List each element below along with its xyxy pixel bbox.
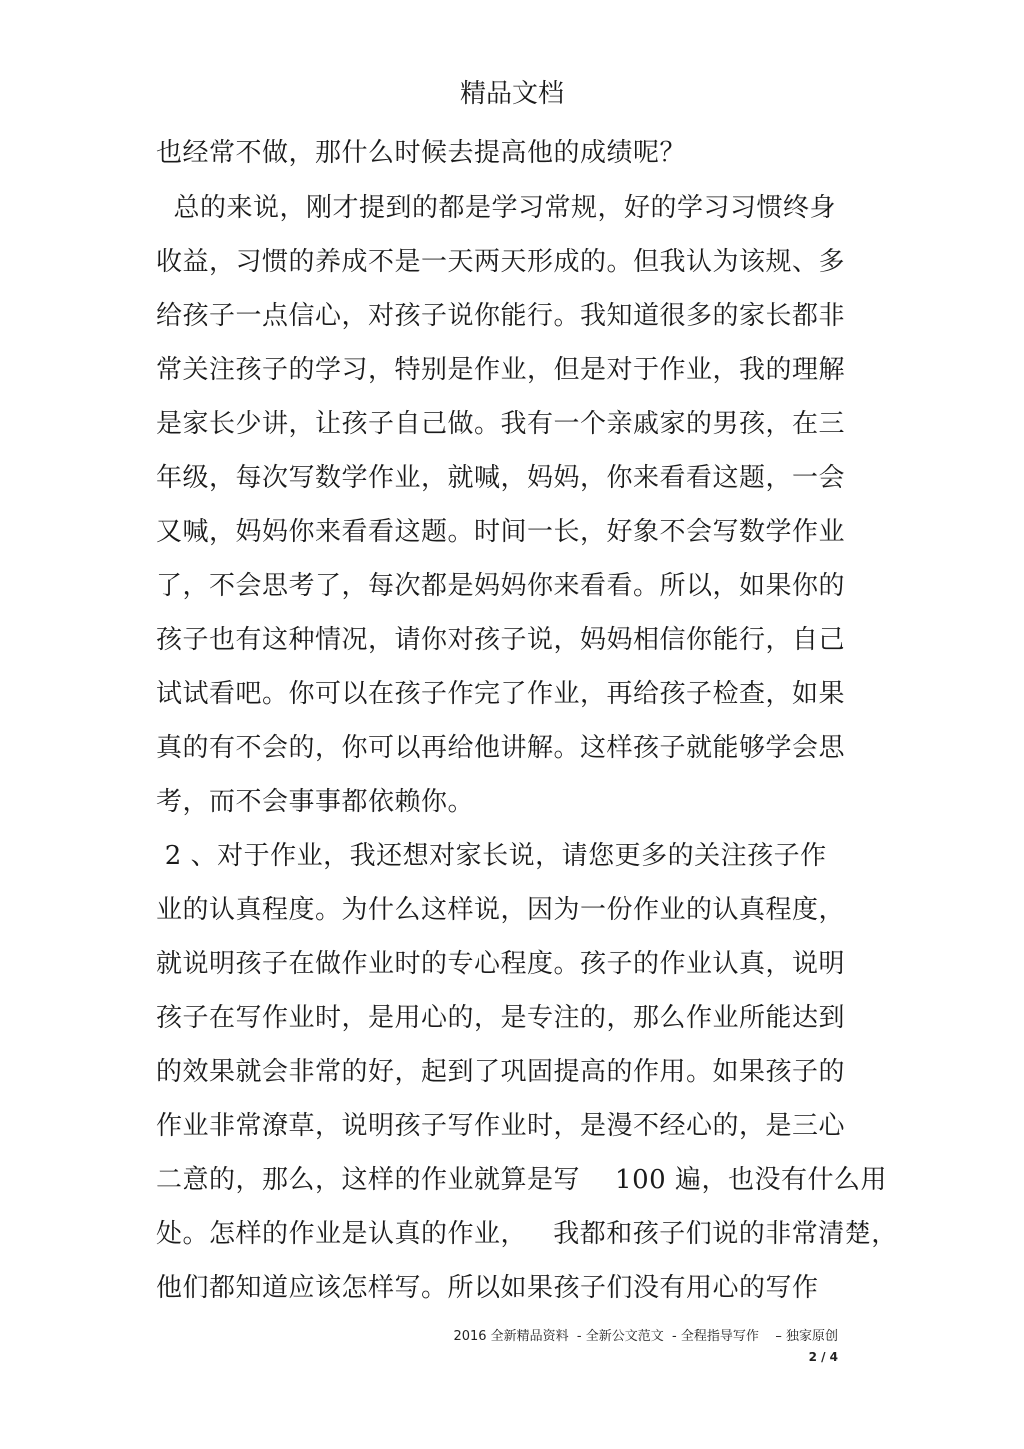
body-line: 孩子也有这种情况，请你对孩子说，妈妈相信你能行，自己 — [156, 625, 846, 655]
body-line: 收益，习惯的养成不是一天两天形成的。但我认为该规、多 — [156, 247, 846, 277]
body-line: 的效果就会非常的好，起到了巩固提高的作用。如果孩子的 — [156, 1057, 846, 1087]
body-line: 试试看吧。你可以在孩子作完了作业，再给孩子检查，如果 — [156, 679, 846, 709]
body-line: 了，不会思考了，每次都是妈妈你来看看。所以，如果你的 — [156, 571, 846, 601]
body-line: 业的认真程度。为什么这样说，因为一份作业的认真程度， — [156, 895, 846, 925]
page-number: 2 / 4 — [808, 1350, 838, 1364]
body-line: 处。怎样的作业是认真的作业， 我都和孩子们说的非常清楚， — [156, 1219, 898, 1249]
page-header-title: 精品文档 — [459, 79, 564, 109]
body-line: 二意的，那么，这样的作业就算是写 100 遍，也没有什么用 — [156, 1165, 887, 1195]
body-line: 是家长少讲，让孩子自己做。我有一个亲戚家的男孩，在三 — [156, 409, 846, 439]
body-line: 真的有不会的，你可以再给他讲解。这样孩子就能够学会思 — [156, 733, 846, 763]
body-line: 作业非常潦草，说明孩子写作业时，是漫不经心的，是三心 — [156, 1111, 846, 1141]
body-line: 总的来说，刚才提到的都是学习常规，好的学习习惯终身 — [156, 193, 837, 223]
footer-slogan: 2016 全新精品资料 - 全新公文范文 - 全程指导写作 – 独家原创 — [453, 1329, 838, 1344]
body-line: 也经常不做，那什么时候去提高他的成绩呢？ — [156, 138, 687, 168]
body-line: 常关注孩子的学习，特别是作业，但是对于作业，我的理解 — [156, 355, 846, 385]
body-line: 孩子在写作业时，是用心的，是专注的，那么作业所能达到 — [156, 1003, 846, 1033]
body-line: 他们都知道应该怎样写。所以如果孩子们没有用心的写作 — [156, 1273, 819, 1303]
body-line: 又喊，妈妈你来看看这题。时间一长，好象不会写数学作业 — [156, 517, 846, 547]
body-line: 给孩子一点信心，对孩子说你能行。我知道很多的家长都非 — [156, 301, 846, 331]
body-line: 考，而不会事事都依赖你。 — [156, 787, 475, 817]
body-line: 2 、对于作业，我还想对家长说，请您更多的关注孩子作 — [156, 841, 827, 871]
body-line: 就说明孩子在做作业时的专心程度。孩子的作业认真，说明 — [156, 949, 846, 979]
body-line: 年级，每次写数学作业，就喊，妈妈，你来看看这题，一会 — [156, 463, 846, 493]
